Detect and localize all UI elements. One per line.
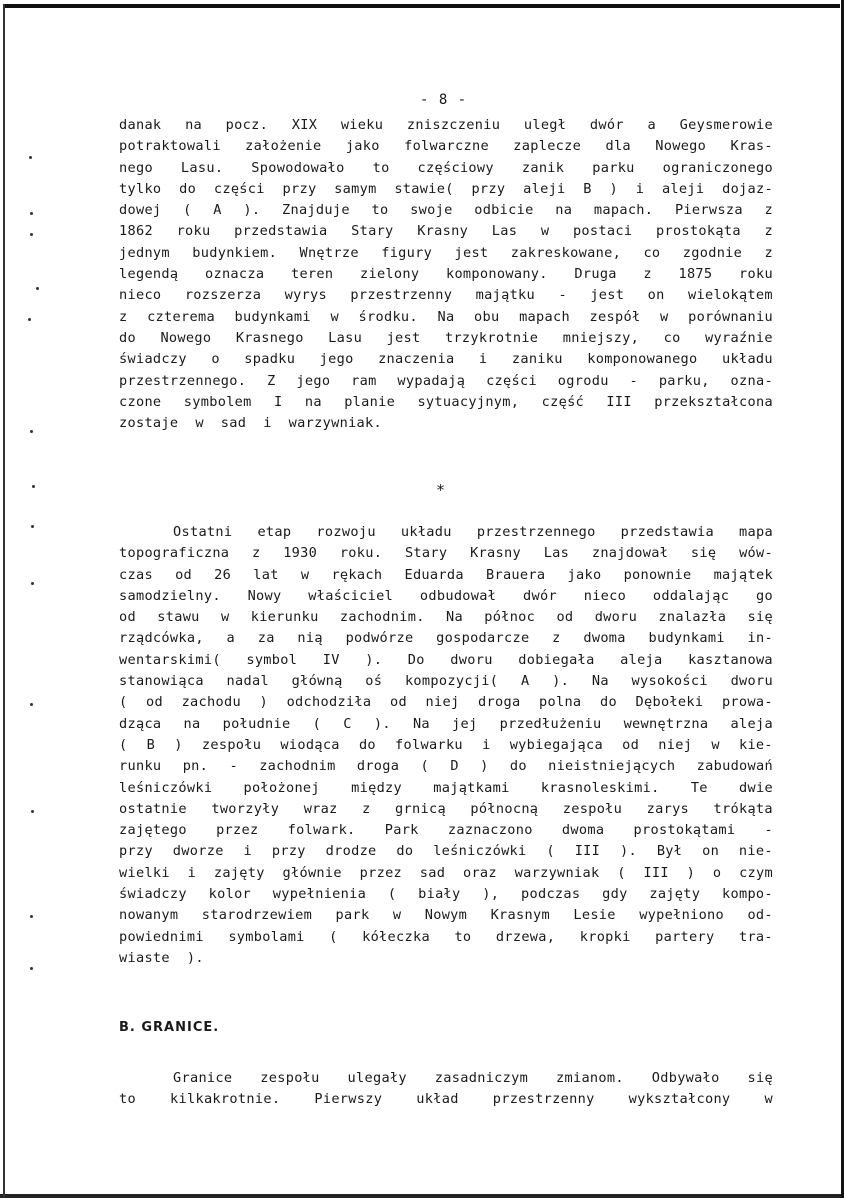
scan-speck [36, 287, 39, 290]
paragraph-2 [119, 522, 773, 969]
text-line: przestrzennego. Z jego ram wypadają części ogrodu - parku, ozna- [119, 372, 773, 389]
text-line: dząca na południe ( C ). Na jej przedłużeniu wewnętrzna aleja [119, 715, 773, 732]
scan-speck [30, 233, 33, 236]
scan-border-bottom [0, 1194, 844, 1198]
text-line: z czterema budynkami w środku. Na obu mapach zespół w porównaniu [119, 308, 773, 325]
scan-speck [30, 967, 33, 970]
text-line: stanowiąca nadal główną oś kompozycji( A ). Na wysokości dworu [119, 673, 773, 690]
scan-border-top [4, 4, 840, 8]
scan-border-left [3, 4, 5, 1198]
text-line: przy dworze i przy drodze do leśniczówki ( III ). Był on nie- [119, 843, 773, 860]
text-line: ostatnie tworzyły wraz z grnicą północną zespołu zarys trókąta [119, 800, 773, 817]
text-line: rządcówka, a za nią podwórze gospodarcze z dwoma budynkami in- [119, 630, 773, 647]
scan-speck [31, 582, 34, 585]
scan-speck [32, 485, 35, 488]
text-line: czas od 26 lat w rękach Eduarda Brauera jako ponownie majątek [119, 566, 773, 583]
text-line: danak na pocz. XIX wieku zniszczeniu uległ dwór a Geysmerowie [119, 117, 773, 133]
text-line: nego Lasu. Spowodowało to częściowy zanik parku ograniczonego [119, 159, 773, 176]
section-heading: B. GRANICE. [119, 1020, 220, 1035]
text-line: czone symbolem I na planie sytuacyjnym, część III przekształcona [119, 393, 773, 410]
text-line: Granice zespołu ulegały zasadniczym zmianom. Odbywało się [173, 1070, 773, 1086]
text-line: wielki i zajęty głównie przez sad oraz warzywniak ( III ) o czym [119, 864, 773, 881]
paragraph-1 [119, 115, 773, 434]
paragraph-3 [119, 1068, 773, 1111]
text-line: zostaje w sad i warzywniak. [119, 415, 383, 432]
text-line: zajętego przez folwark. Park zaznaczono dwoma prostokątami - [119, 822, 773, 839]
text-line: powiednimi symbolami ( kółeczka to drzewa, kropki partery tra- [119, 928, 773, 945]
text-line: legendą oznacza teren zielony komponowany. Druga z 1875 roku [119, 266, 773, 283]
text-line: świadczy kolor wypełnienia ( biały ), podczas gdy zajęty kompo- [119, 886, 773, 903]
text-line: samodzielny. Nowy właściciel odbudował dwór nieco oddalając go [119, 587, 773, 604]
section-separator: * [436, 481, 446, 499]
page-number: - 8 - [420, 92, 468, 108]
text-line: nieco rozszerza wyrys przestrzenny majątku - jest on wielokątem [119, 287, 773, 304]
text-line: 1862 roku przedstawia Stary Krasny Las w postaci prostokąta z [119, 223, 773, 240]
scan-speck [30, 212, 33, 215]
text-line: od stawu w kierunku zachodnim. Na północ od dworu znalazła się [119, 609, 773, 626]
text-line: do Nowego Krasnego Lasu jest trzykrotnie mniejszy, co wyraźnie [119, 329, 773, 346]
text-line: ( B ) zespołu wiodąca do folwarku i wybiegająca od niej w kie- [119, 736, 773, 753]
scan-speck [28, 318, 31, 321]
text-line: potraktowali założenie jako folwarczne zaplecze dla Nowego Kras- [119, 138, 773, 155]
text-line: Ostatni etap rozwoju układu przestrzennego przedstawia mapa [173, 524, 773, 540]
scan-speck [29, 156, 32, 159]
text-line: nowanym starodrzewiem park w Nowym Krasnym Lesie wypełniono od- [119, 907, 773, 924]
scan-speck [31, 810, 34, 813]
text-line: wentarskimi( symbol IV ). Do dworu dobiegała aleja kasztanowa [119, 651, 773, 668]
text-line: wiaste ). [119, 949, 204, 966]
text-line: jednym budynkiem. Wnętrze figury jest zakreskowane, co zgodnie z [119, 244, 773, 261]
scan-speck [30, 430, 33, 433]
scan-speck [31, 525, 34, 528]
text-line: to kilkakrotnie. Pierwszy układ przestrzenny wykształcony w [119, 1091, 773, 1108]
text-line: runku pn. - zachodnim droga ( D ) do nieistniejących zabudowań [119, 758, 773, 775]
text-line: ( od zachodu ) odchodziła od niej droga polna do Dębołeki prowa- [119, 694, 773, 711]
text-line: tylko do części przy samym stawie( przy aleji B ) i aleji dojaz- [119, 180, 773, 197]
text-line: świadczy o spadku jego znaczenia i zaniku komponowanego układu [119, 351, 773, 368]
text-line: topograficzna z 1930 roku. Stary Krasny Las znajdował się wów- [119, 545, 773, 562]
scan-speck [30, 703, 33, 706]
text-line: dowej ( A ). Znajduje to swoje odbicie na mapach. Pierwsza z [119, 202, 773, 219]
text-line: leśniczówki położonej między majątkami krasnoleskimi. Te dwie [119, 779, 773, 796]
scan-speck [30, 915, 33, 918]
